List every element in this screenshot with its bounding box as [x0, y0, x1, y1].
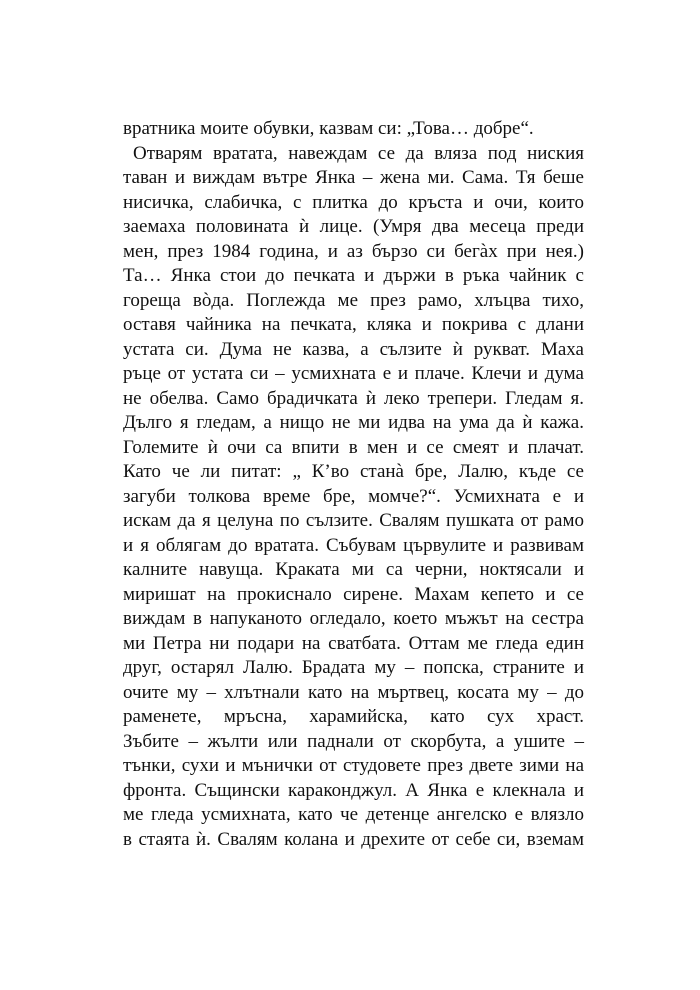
- text-line: заемаха половината ѝ лице. (Умря два месеца преди: [123, 216, 584, 237]
- text-line: друг, остарял Лалю. Брадата му – попска, страните и: [123, 657, 584, 678]
- text-line: нисичка, слабичка, с плитка до кръста и очи, които: [123, 191, 584, 213]
- text-line: миришат на прокиснало сирене. Махам кепето и се: [123, 583, 584, 605]
- text-line: ми Петра ни подари на сватбата. Оттам ме гледа един: [123, 632, 584, 654]
- text-line: не обелва. Само брадичката ѝ леко трепери. Гледам я.: [123, 387, 584, 409]
- body-text: [123, 117, 584, 852]
- text-line: и я облягам до вратата. Събувам цървулите и развивам: [123, 534, 584, 556]
- text-line: искам да я целуна по сълзите. Свалям пушката от рамо: [123, 510, 584, 531]
- text-line: Зъбите – жълти или паднали от скорбута, а ушите –: [123, 730, 584, 752]
- text-line: калните навуща. Краката ми са черни, ноктясали и: [123, 559, 584, 580]
- text-line: Та… Янка стои до печката и държи в ръка чайник с: [123, 265, 584, 286]
- text-line: мен, през 1984 година, и аз бързо си бегàх при нея.): [123, 240, 584, 262]
- text-line: таван и виждам вътре Янка – жена ми. Сама. Тя беше: [123, 167, 584, 188]
- text-line: тънки, сухи и мънички от студовете през двете зими на: [123, 755, 584, 776]
- text-line: фронта. Същински караконджул. А Янка е клекнала и: [123, 779, 584, 801]
- text-line: очите му – хлътнали като на мъртвец, косата му – до: [123, 681, 584, 703]
- text-line: Отварям вратата, навеждам се да вляза под ниския: [133, 142, 584, 164]
- text-line: вратника моите обувки, казвам си: „Това… добре“.: [123, 118, 534, 139]
- text-line: оставя чайника на печката, кляка и покрива с длани: [123, 314, 584, 335]
- text-line: Като че ли питат: „ К’во станà бре, Лалю, къде се: [123, 461, 584, 482]
- text-line: виждам в напуканото огледало, което мъжът на сестра: [123, 608, 584, 629]
- text-line: загуби толкова време бре, момче?“. Усмихната е и: [123, 485, 584, 507]
- text-line: устата си. Дума не казва, а сълзите ѝ рукват. Маха: [123, 338, 584, 360]
- text-line: гореща вòда. Поглежда ме през рамо, хлъцва тихо,: [123, 289, 584, 311]
- text-line: ръце от устата си – усмихната е и плаче. Клечи и дума: [123, 363, 584, 384]
- text-line: Дълго я гледам, а нищо не ми идва на ума да ѝ кажа.: [123, 412, 584, 433]
- text-line: раменете, мръсна, харамийска, като сух храст.: [123, 706, 584, 727]
- text-line: ме гледа усмихната, като че детенце ангелско е влязло: [123, 804, 584, 825]
- text-line: Големите ѝ очи са впити в мен и се смеят и плачат.: [123, 436, 584, 458]
- text-line: в стаята ѝ. Свалям колана и дрехите от себе си, вземам: [123, 828, 584, 850]
